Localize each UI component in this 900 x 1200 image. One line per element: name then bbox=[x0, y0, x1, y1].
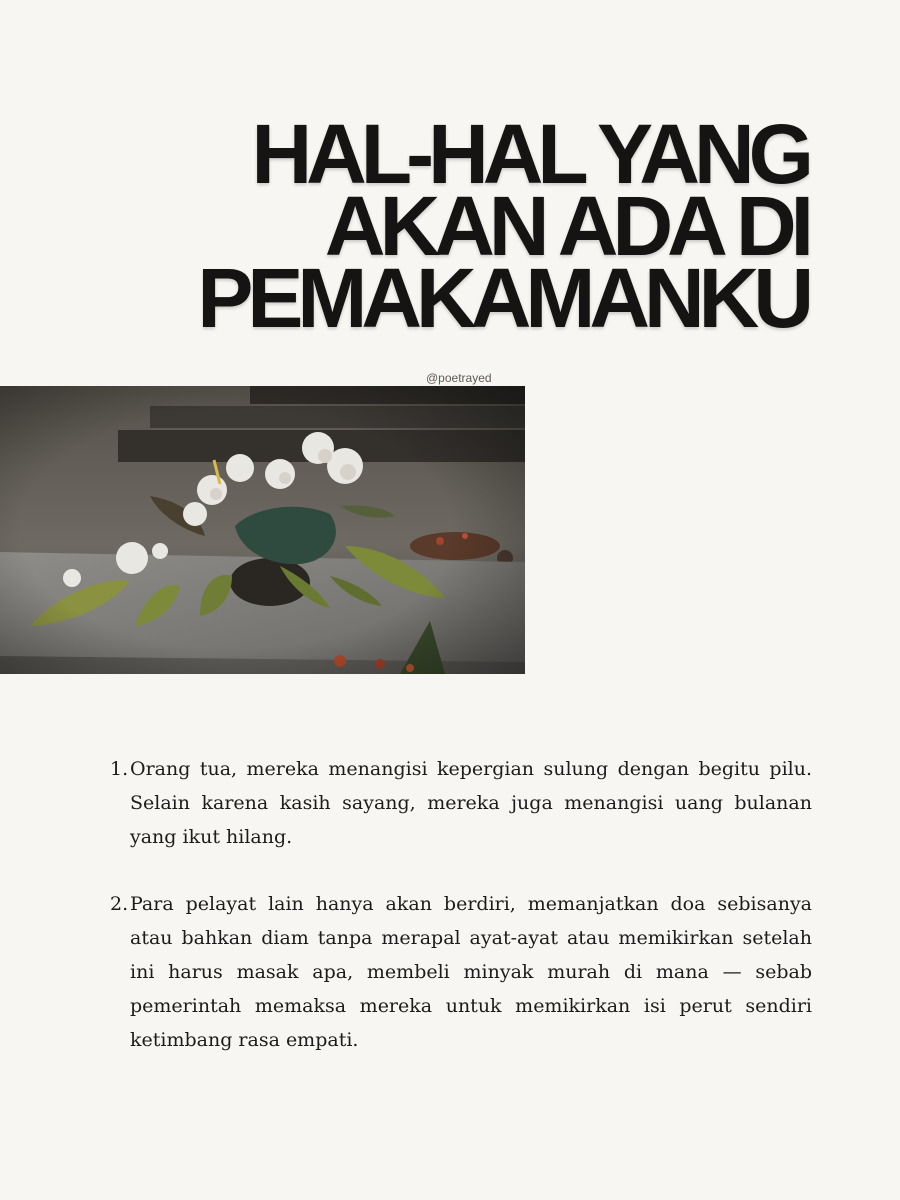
grave-flowers-photo bbox=[0, 386, 525, 674]
item-number: 1. bbox=[110, 758, 129, 780]
list-item bbox=[110, 752, 812, 854]
page-title bbox=[88, 107, 808, 345]
title-line-2: AKAN ADA DI bbox=[324, 179, 808, 273]
item-text: Para pelayat lain hanya akan berdiri, memanjatkan doa sebisanya atau bahkan diam tanpa merapal ayat-ayat atau memikirkan setelah ini harus masak apa, membeli minyak murah di mana — sebab pemerintah memaksa mereka untuk memikirkan isi perut sendiri ketimbang rasa empati. bbox=[130, 893, 812, 1051]
author-handle: @poetrayed bbox=[426, 371, 492, 385]
list-item bbox=[110, 887, 812, 1057]
title-line-1: HAL-HAL YANG bbox=[251, 107, 808, 201]
title-line-3: PEMAKAMANKU bbox=[197, 251, 808, 345]
item-text: Orang tua, mereka menangisi kepergian sulung dengan begitu pilu. Selain karena kasih sayang, mereka juga menangisi uang bulanan yang ikut hilang. bbox=[130, 758, 812, 848]
poem-list bbox=[110, 752, 812, 1090]
item-number: 2. bbox=[110, 893, 129, 915]
